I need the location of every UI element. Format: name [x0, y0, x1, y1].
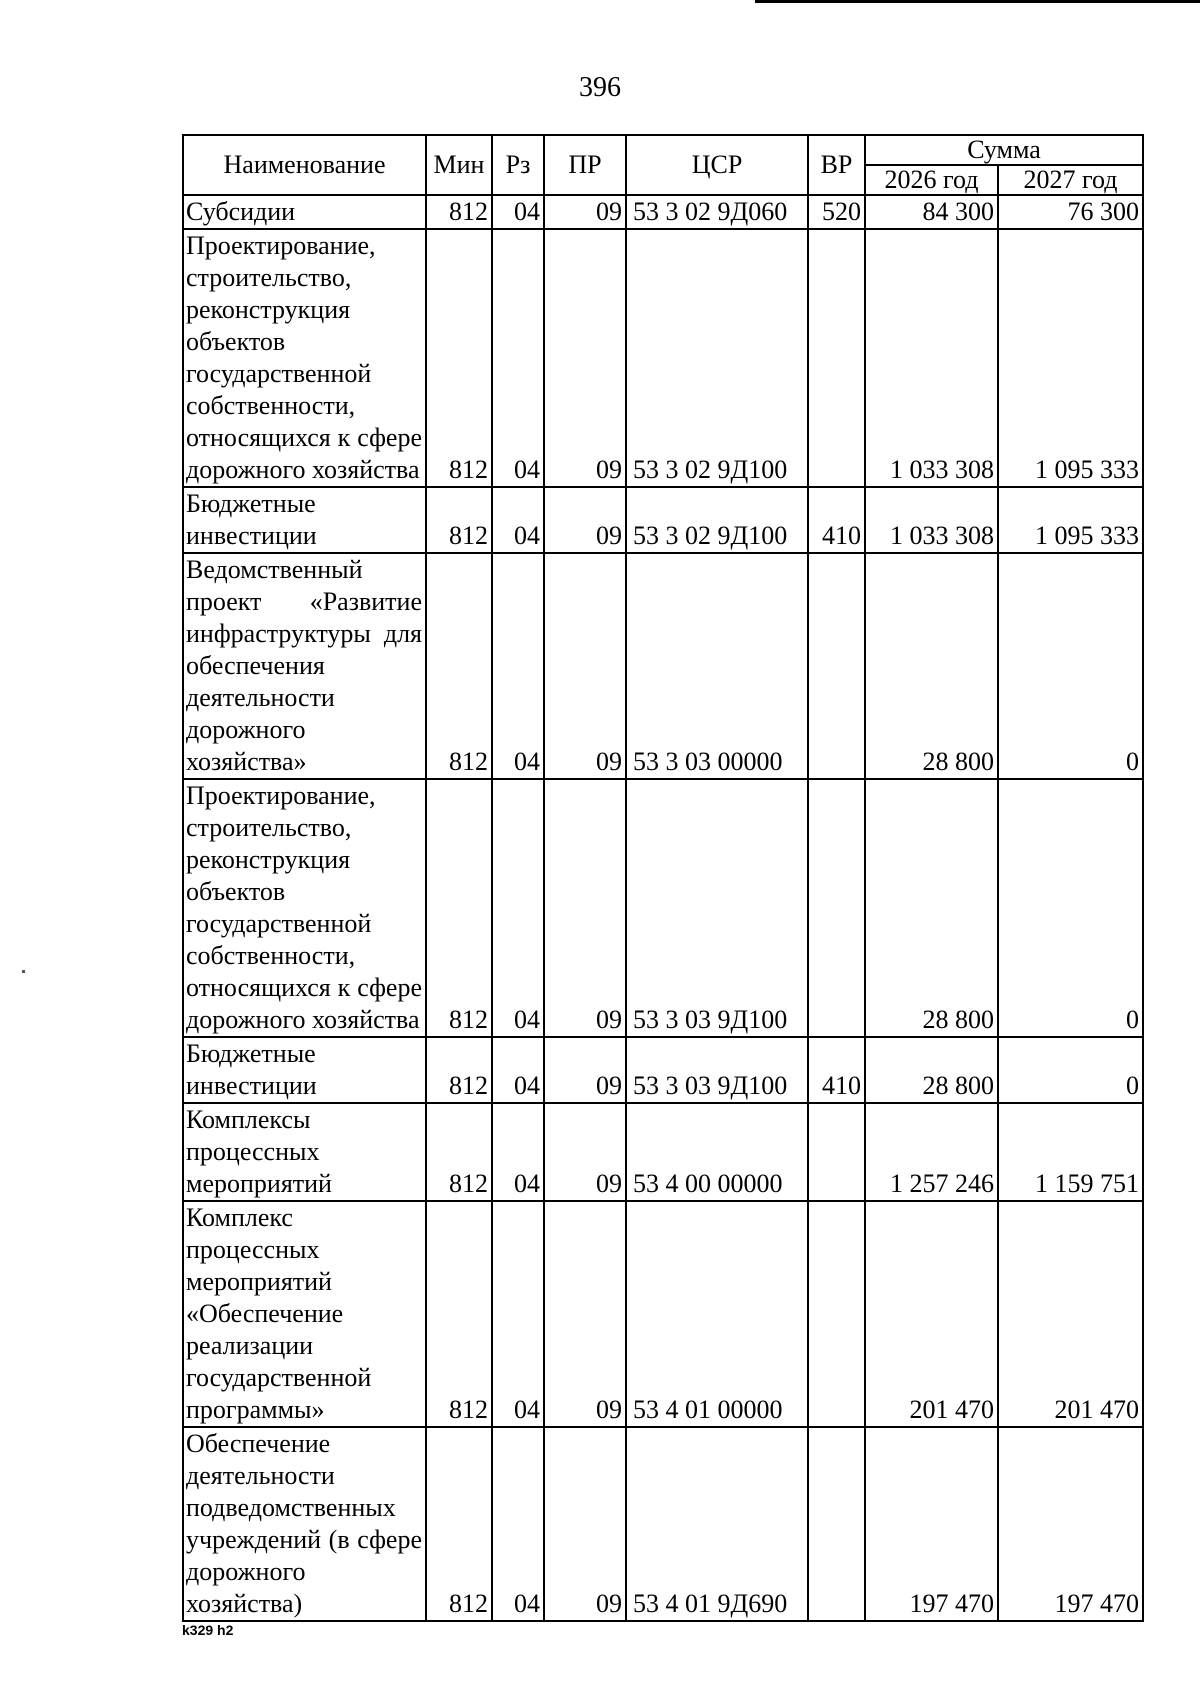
cell-sum-2027: 0 — [998, 553, 1143, 779]
header-pr: ПР — [544, 135, 626, 195]
cell-csr: 53 3 03 00000 — [626, 553, 808, 779]
header-year-2026: 2026 год — [865, 165, 998, 195]
cell-pr: 09 — [544, 1201, 626, 1427]
cell-min: 812 — [426, 779, 492, 1037]
cell-vr: 410 — [808, 487, 865, 553]
header-rz: Рз — [492, 135, 544, 195]
cell-rz: 04 — [492, 553, 544, 779]
footer-code: k329 h2 — [182, 1622, 234, 1638]
table-body — [183, 195, 1143, 1621]
cell-pr: 09 — [544, 229, 626, 487]
cell-vr — [808, 1103, 865, 1201]
header-csr: ЦСР — [626, 135, 808, 195]
cell-csr: 53 4 01 9Д690 — [626, 1427, 808, 1621]
table-row — [183, 1201, 1143, 1427]
cell-sum-2026: 28 800 — [865, 1037, 998, 1103]
cell-sum-2026: 1 033 308 — [865, 487, 998, 553]
cell-rz: 04 — [492, 487, 544, 553]
cell-sum-2026: 84 300 — [865, 195, 998, 229]
cell-rz: 04 — [492, 1427, 544, 1621]
cell-rz: 04 — [492, 779, 544, 1037]
cell-name: Субсидии — [183, 195, 426, 229]
budget-table — [182, 134, 1144, 1622]
cell-sum-2026: 28 800 — [865, 779, 998, 1037]
cell-pr: 09 — [544, 553, 626, 779]
cell-csr: 53 3 02 9Д060 — [626, 195, 808, 229]
cell-sum-2026: 201 470 — [865, 1201, 998, 1427]
cell-csr: 53 3 03 9Д100 — [626, 779, 808, 1037]
cell-min: 812 — [426, 1103, 492, 1201]
cell-name: Комплекс процессных мероприятий «Обеспечение реализации государственной программы» — [183, 1201, 426, 1427]
cell-vr — [808, 1427, 865, 1621]
table-row — [183, 195, 1143, 229]
cell-pr: 09 — [544, 487, 626, 553]
cell-min: 812 — [426, 1427, 492, 1621]
table-header — [183, 135, 1143, 195]
cell-name: Бюджетные инвестиции — [183, 1037, 426, 1103]
header-sum: Сумма — [865, 135, 1143, 165]
cell-vr — [808, 1201, 865, 1427]
cell-min: 812 — [426, 553, 492, 779]
cell-csr: 53 3 02 9Д100 — [626, 487, 808, 553]
cell-min: 812 — [426, 1201, 492, 1427]
top-border-line — [755, 0, 1200, 3]
table-row — [183, 1037, 1143, 1103]
cell-sum-2027: 0 — [998, 779, 1143, 1037]
cell-name: Обеспечение деятельности подведомственных учреждений (в сфере дорожного хозяйства) — [183, 1427, 426, 1621]
cell-min: 812 — [426, 229, 492, 487]
cell-vr — [808, 779, 865, 1037]
cell-rz: 04 — [492, 1201, 544, 1427]
cell-sum-2027: 201 470 — [998, 1201, 1143, 1427]
cell-csr: 53 3 02 9Д100 — [626, 229, 808, 487]
page-number: 396 — [579, 72, 621, 103]
cell-rz: 04 — [492, 1103, 544, 1201]
cell-sum-2026: 28 800 — [865, 553, 998, 779]
table-row — [183, 1427, 1143, 1621]
cell-sum-2026: 197 470 — [865, 1427, 998, 1621]
cell-sum-2026: 1 257 246 — [865, 1103, 998, 1201]
cell-min: 812 — [426, 1037, 492, 1103]
header-min: Мин — [426, 135, 492, 195]
cell-rz: 04 — [492, 229, 544, 487]
cell-sum-2026: 1 033 308 — [865, 229, 998, 487]
header-year-2027: 2027 год — [998, 165, 1143, 195]
header-name: Наименование — [183, 135, 426, 195]
cell-min: 812 — [426, 195, 492, 229]
table-row — [183, 779, 1143, 1037]
cell-vr: 520 — [808, 195, 865, 229]
cell-vr — [808, 229, 865, 487]
cell-vr — [808, 553, 865, 779]
cell-sum-2027: 197 470 — [998, 1427, 1143, 1621]
cell-name: Проектирование, строительство, реконструкция объектов государственной собственности, относящихся к сфере дорожного хозяйства — [183, 229, 426, 487]
table-row — [183, 229, 1143, 487]
cell-name: Бюджетные инвестиции — [183, 487, 426, 553]
cell-pr: 09 — [544, 1103, 626, 1201]
cell-name: Ведомственный проект «Развитие инфраструктуры для обеспечения деятельности дорожного хозяйства» — [183, 553, 426, 779]
cell-rz: 04 — [492, 1037, 544, 1103]
cell-name: Комплексы процессных мероприятий — [183, 1103, 426, 1201]
cell-sum-2027: 1 095 333 — [998, 229, 1143, 487]
cell-min: 812 — [426, 487, 492, 553]
cell-rz: 04 — [492, 195, 544, 229]
cell-name: Проектирование, строительство, реконструкция объектов государственной собственности, относящихся к сфере дорожного хозяйства — [183, 779, 426, 1037]
scan-speck — [22, 970, 25, 973]
table-row — [183, 487, 1143, 553]
cell-csr: 53 4 01 00000 — [626, 1201, 808, 1427]
cell-csr: 53 4 00 00000 — [626, 1103, 808, 1201]
header-vr: ВР — [808, 135, 865, 195]
table-row — [183, 553, 1143, 779]
cell-sum-2027: 76 300 — [998, 195, 1143, 229]
cell-csr: 53 3 03 9Д100 — [626, 1037, 808, 1103]
cell-sum-2027: 1 159 751 — [998, 1103, 1143, 1201]
cell-pr: 09 — [544, 779, 626, 1037]
cell-pr: 09 — [544, 1037, 626, 1103]
cell-sum-2027: 1 095 333 — [998, 487, 1143, 553]
cell-pr: 09 — [544, 1427, 626, 1621]
cell-pr: 09 — [544, 195, 626, 229]
cell-vr: 410 — [808, 1037, 865, 1103]
cell-sum-2027: 0 — [998, 1037, 1143, 1103]
table-row — [183, 1103, 1143, 1201]
